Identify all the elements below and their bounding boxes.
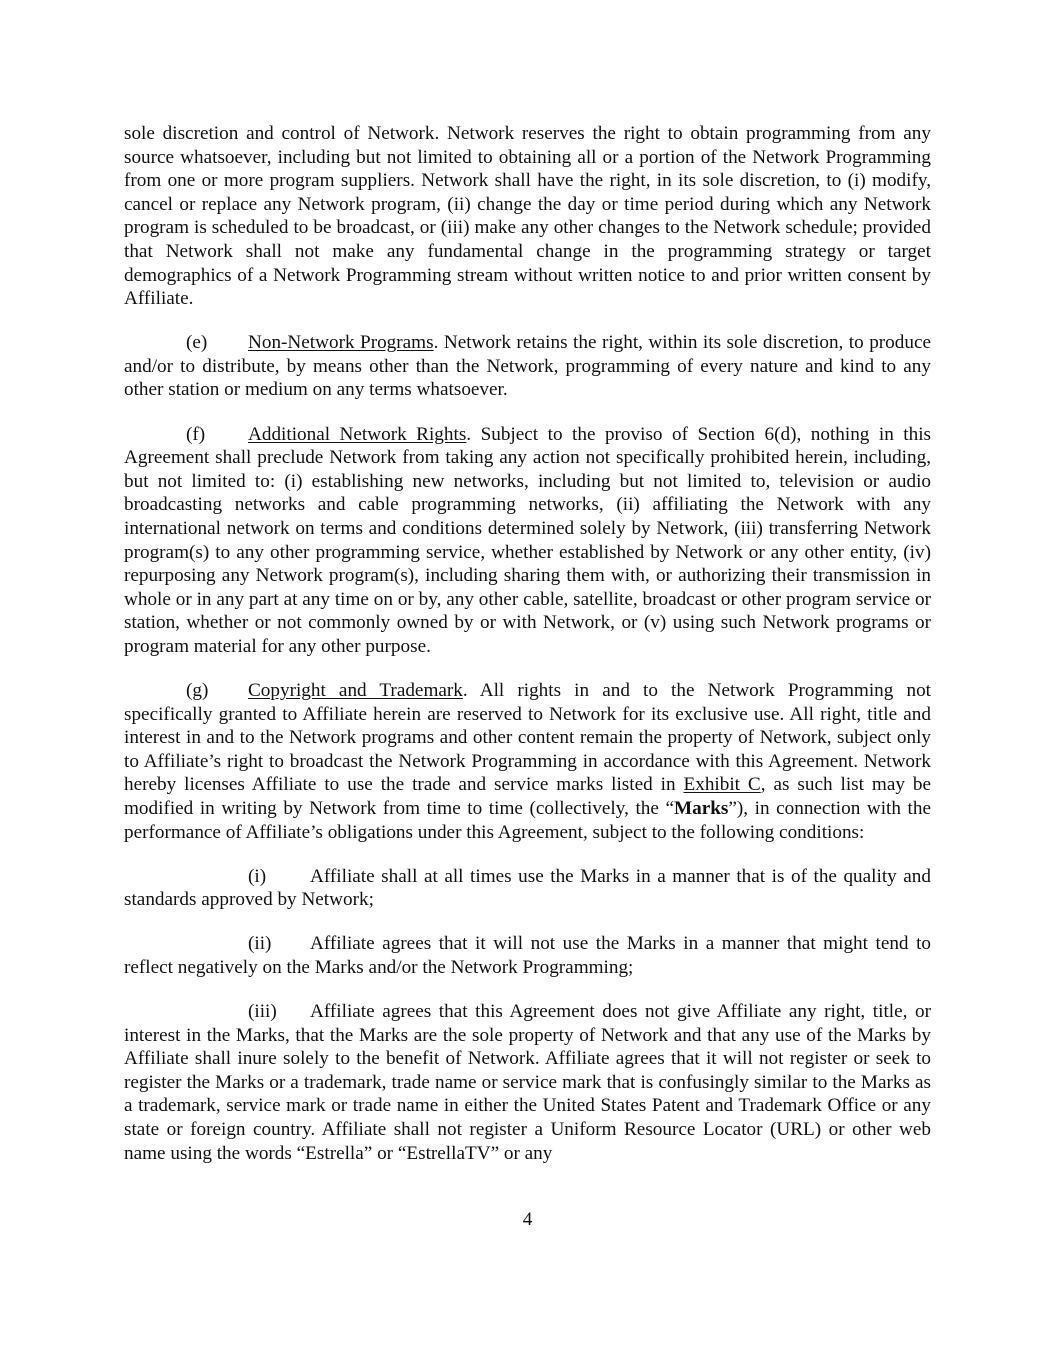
- condition-item: [124, 865, 931, 912]
- condition-text: Affiliate agrees that this Agreement does not give Affiliate any right, title, or interest in the Marks, that the Marks are the sole property of Network and that any use of the Marks by Affiliate shall inure solely to the benefit of Network. Affiliate agrees that it will not register or seek to register the Marks or a trademark, trade name or service mark that is confusingly similar to the Marks as a trademark, service mark or trade name in either the United States Patent and Trademark Office or any state or foreign country. Affiliate shall not register a Uniform Resource Locator (URL) or other web name using the words “Estrella” or “EstrellaTV” or any: [124, 1001, 931, 1164]
- defined-term: Marks: [674, 797, 729, 819]
- page-number: 4: [522, 1209, 533, 1230]
- condition-text: Affiliate shall at all times use the Marks in a manner that is of the quality and standards approved by Network;: [124, 865, 931, 911]
- section-heading: Non-Network Programs: [248, 332, 434, 354]
- section-body: . Subject to the proviso of Section 6(d), nothing in this Agreement shall preclude Network from taking any action not specifically prohibited herein, including, but not limited to: (i) establishing new networks, including but not limited to, television or audio broadcasting networks and cable programming networks, (ii) affiliating the Network with any international network on terms and conditions determined solely by Network, (iii) transferring Network program(s) to any other programming service, whether established by Network or any other entity, (iv) repurposing any Network program(s), including sharing them with, or authorizing their transmission in whole or in any part at any time on or by, any other cable, satellite, broadcast or other program service or station, whether or not commonly owned by or with Network, or (v) using such Network programs or program material for any other purpose.: [124, 423, 931, 657]
- section-e: [124, 331, 931, 402]
- document-page: [124, 122, 931, 1186]
- exhibit-reference: Exhibit C: [683, 774, 761, 796]
- section-g: [124, 679, 931, 844]
- condition-label: (i): [248, 865, 267, 887]
- section-body: ”), in connection with the performance of Affiliate’s obligations under this Agreement, subject to the following conditions:: [124, 797, 931, 843]
- section-label: (g): [186, 679, 209, 701]
- condition-item: [124, 1000, 931, 1165]
- condition-text: Affiliate agrees that it will not use the Marks in a manner that might tend to reflect negatively on the Marks and/or the Network Programming;: [124, 933, 931, 978]
- section-body: . All rights in and to the Network Programming not specifically granted to Affiliate herein are reserved to Network for its exclusive use. All right, title and interest in and to the Network programs and other content remain the property of Network, subject only to Affiliate’s right to broadcast the Network Programming in accordance with this Agreement. Network hereby licenses Affiliate to use the trade and service marks listed in: [124, 679, 931, 796]
- section-heading: Copyright and Trademark: [248, 679, 463, 701]
- section-label: (e): [186, 332, 208, 354]
- condition-label: (ii): [248, 933, 272, 955]
- section-heading: Additional Network Rights: [248, 423, 467, 445]
- condition-item: [124, 932, 931, 979]
- paragraph-continuation: sole discretion and control of Network. Network reserves the right to obtain programming from any source whatsoever, including but not limited to obtaining all or a portion of the Network Programming from one or more program suppliers. Network shall have the right, in its sole discretion, to (i) modify, cancel or replace any Network program, (ii) change the day or time period during which any Network program is scheduled to be broadcast, or (iii) make any other changes to the Network schedule; provided that Network shall not make any fundamental change in the programming strategy or target demographics of a Network Programming stream without written notice to and prior written consent by Affiliate.: [124, 123, 931, 310]
- condition-label: (iii): [248, 1001, 277, 1022]
- section-f: [124, 423, 931, 659]
- section-body: , as such list may be modified in writing by Network from time to time (collectively, the “: [124, 774, 931, 819]
- section-body: . Network retains the right, within its sole discretion, to produce and/or to distribute, by means other than the Network, programming of every nature and kind to any other station or medium on any terms whatsoever.: [124, 332, 931, 401]
- section-label: (f): [186, 423, 206, 445]
